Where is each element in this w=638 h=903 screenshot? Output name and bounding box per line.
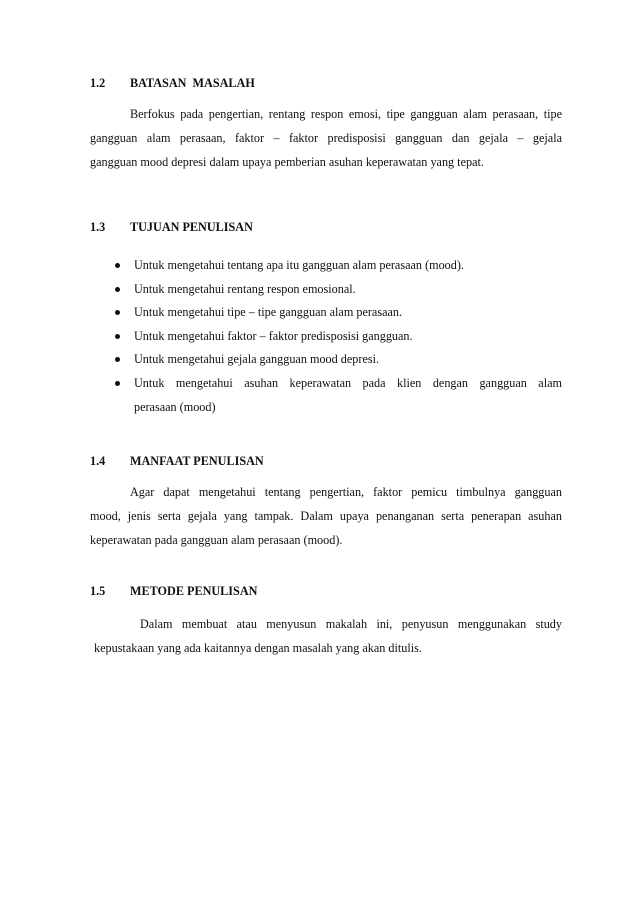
list-item: [113, 254, 562, 278]
paragraph-line: Berfokus pada pengertian, rentang respon emosi, tipe gangguan alam perasaan, tipe: [130, 107, 562, 121]
objectives-list: [113, 254, 562, 419]
list-item: [113, 301, 562, 325]
bullet-icon: [115, 263, 120, 268]
paragraph-line: gangguan mood depresi dalam upaya pemberian asuhan keperawatan yang tepat.: [90, 155, 484, 169]
paragraph-line: mood, jenis serta gejala yang tampak. Dalam upaya penanganan serta penerapan asuhan: [90, 509, 562, 523]
section-number: 1.2: [90, 76, 106, 90]
paragraph-line: Agar dapat mengetahui tentang pengertian, faktor pemicu timbulnya gangguan: [130, 485, 562, 499]
paragraph-line: kepustakaan yang ada kaitannya dengan masalah yang akan ditulis.: [94, 641, 422, 655]
paragraph-line: Dalam membuat atau menyusun makalah ini, penyusun menggunakan study: [140, 617, 562, 631]
section-title: METODE PENULISAN: [130, 584, 258, 598]
section-heading-1-4: [90, 454, 264, 469]
section-number: 1.3: [90, 220, 106, 234]
section-heading-1-3: [90, 220, 253, 235]
list-item-text: Untuk mengetahui asuhan keperawatan pada klien dengan gangguan alam: [134, 375, 562, 390]
paragraph-line: keperawatan pada gangguan alam perasaan (mood).: [90, 533, 343, 547]
list-item-text: Untuk mengetahui gejala gangguan mood depresi.: [134, 352, 380, 367]
section-paragraph-1-4: [90, 480, 562, 552]
bullet-icon: [115, 334, 120, 339]
bullet-icon: [115, 310, 120, 315]
list-item-text: Untuk mengetahui rentang respon emosional.: [134, 281, 356, 296]
list-item: [113, 278, 562, 302]
paragraph-line: gangguan alam perasaan, faktor – faktor predisposisi gangguan dan gejala – gejala: [90, 131, 562, 145]
section-paragraph-1-2: [90, 102, 562, 174]
list-item: [113, 325, 562, 349]
list-item-text: Untuk mengetahui tipe – tipe gangguan alam perasaan.: [134, 305, 403, 320]
list-item: [113, 372, 562, 419]
section-title: MANFAAT PENULISAN: [130, 454, 264, 468]
list-item: [113, 348, 562, 372]
section-title: TUJUAN PENULISAN: [130, 220, 253, 234]
bullet-icon: [115, 287, 120, 292]
bullet-icon: [115, 357, 120, 362]
section-heading-1-2: [90, 76, 255, 91]
section-title: BATASAN MASALAH: [130, 76, 255, 90]
section-paragraph-1-5: [94, 612, 562, 660]
section-number: 1.5: [90, 584, 106, 598]
list-item-text: perasaan (mood): [134, 399, 216, 414]
section-heading-1-5: [90, 584, 257, 599]
section-number: 1.4: [90, 454, 106, 468]
list-item-text: Untuk mengetahui tentang apa itu gangguan alam perasaan (mood).: [134, 258, 464, 272]
list-item-text: Untuk mengetahui faktor – faktor predisposisi gangguan.: [134, 328, 413, 343]
bullet-icon: [115, 381, 120, 386]
